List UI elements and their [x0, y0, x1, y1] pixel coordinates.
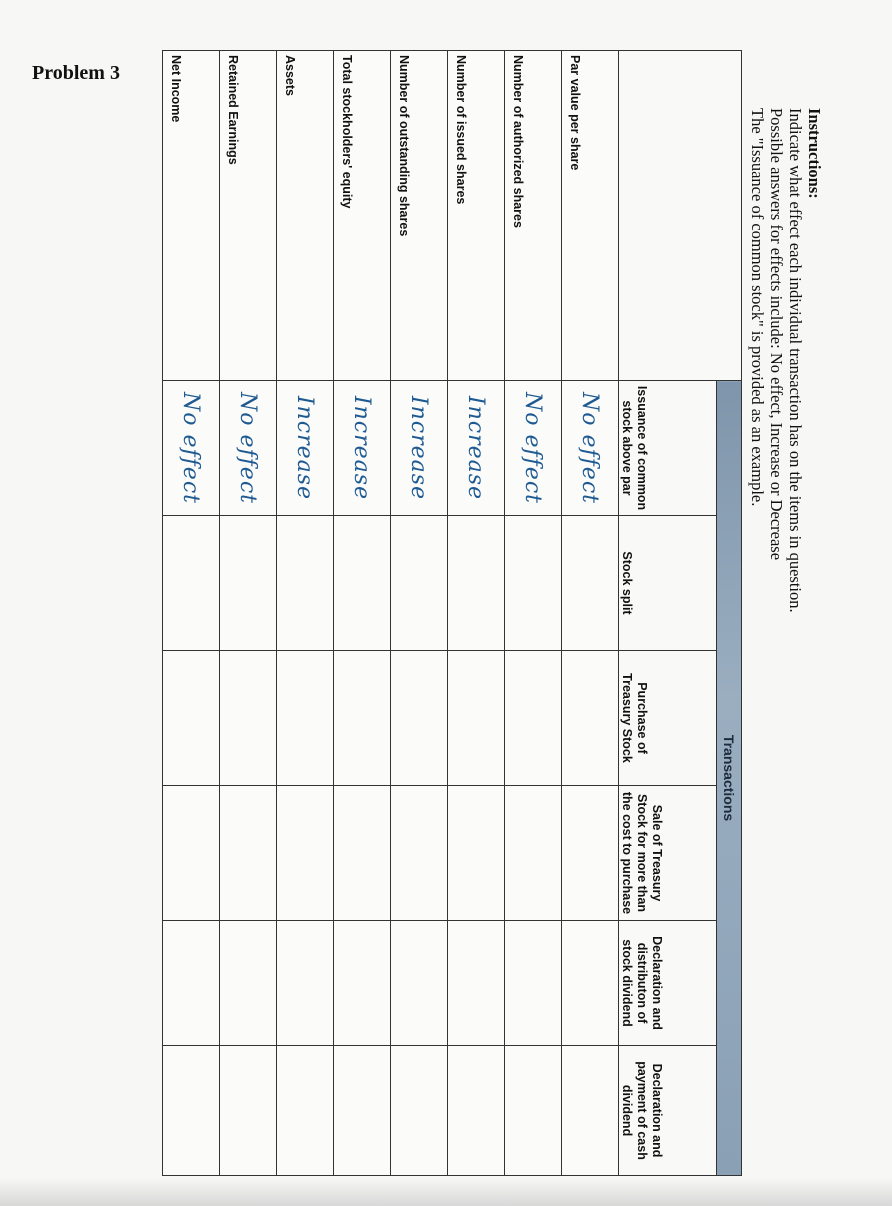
answer-cell[interactable] [163, 1046, 220, 1176]
row-label: Number of authorized shares [505, 51, 562, 381]
table-row [334, 51, 391, 1176]
answer-cell[interactable]: No effect [505, 381, 562, 516]
answer-cell[interactable] [277, 516, 334, 651]
row-label: Number of outstanding shares [391, 51, 448, 381]
answer-cell[interactable] [220, 651, 277, 786]
answer-cell[interactable] [334, 786, 391, 921]
table-row [391, 51, 448, 1176]
table-row [277, 51, 334, 1176]
column-header-row [619, 51, 717, 1176]
column-header: Purchase of Treasury Stock [619, 651, 717, 786]
answer-cell[interactable] [505, 786, 562, 921]
answer-cell[interactable] [163, 651, 220, 786]
rotated-worksheet [169, 50, 840, 1175]
answer-cell[interactable] [391, 921, 448, 1046]
answer-cell[interactable] [391, 1046, 448, 1176]
answer-cell[interactable] [562, 516, 619, 651]
answer-cell[interactable] [448, 1046, 505, 1176]
row-label: Retained Earnings [220, 51, 277, 381]
row-label: Assets [277, 51, 334, 381]
answer-cell[interactable] [391, 516, 448, 651]
transactions-table [162, 50, 742, 1176]
instructions-line: Indicate what effect each individual transaction has on the items in question. [786, 108, 805, 613]
answer-cell[interactable] [220, 921, 277, 1046]
answer-cell[interactable] [391, 651, 448, 786]
answer-cell[interactable] [562, 1046, 619, 1176]
answer-cell[interactable] [448, 651, 505, 786]
answer-cell[interactable] [562, 651, 619, 786]
row-label: Number of issued shares [448, 51, 505, 381]
table-row [163, 51, 220, 1176]
answer-cell[interactable] [334, 1046, 391, 1176]
answer-cell[interactable] [334, 516, 391, 651]
answer-cell[interactable] [220, 786, 277, 921]
table-corner [717, 51, 742, 381]
answer-cell[interactable] [562, 786, 619, 921]
answer-cell[interactable]: Increase [391, 381, 448, 516]
answer-cell[interactable] [505, 921, 562, 1046]
table-row [562, 51, 619, 1176]
column-header: Stock split [619, 516, 717, 651]
column-header: Declaration and distributon of stock dividend [619, 921, 717, 1046]
answer-cell[interactable]: Increase [334, 381, 391, 516]
answer-cell[interactable]: Increase [277, 381, 334, 516]
answer-cell[interactable]: No effect [163, 381, 220, 516]
transactions-band-row [717, 51, 742, 1176]
answer-cell[interactable] [163, 516, 220, 651]
answer-cell[interactable] [505, 651, 562, 786]
problem-title: Problem 3 [32, 62, 120, 84]
instructions-block [748, 108, 824, 1008]
answer-cell[interactable] [220, 516, 277, 651]
table-row [448, 51, 505, 1176]
instructions-heading: Instructions: [805, 108, 824, 199]
answer-cell[interactable] [277, 651, 334, 786]
column-header: Declaration and payment of cash dividend [619, 1046, 717, 1176]
answer-cell[interactable] [277, 1046, 334, 1176]
row-label: Net Income [163, 51, 220, 381]
column-header: Issuance of common stock above par [619, 381, 717, 516]
table-corner-lower [619, 51, 717, 381]
answer-cell[interactable] [334, 921, 391, 1046]
answer-cell[interactable]: No effect [220, 381, 277, 516]
answer-cell[interactable] [505, 516, 562, 651]
table-row [505, 51, 562, 1176]
answer-cell[interactable]: No effect [562, 381, 619, 516]
row-label: Total stockholders' equity [334, 51, 391, 381]
instructions-line: The "Issuance of common stock" is provided as an example. [748, 108, 767, 507]
answer-cell[interactable] [163, 786, 220, 921]
answer-cell[interactable] [277, 786, 334, 921]
answer-cell[interactable] [448, 786, 505, 921]
answer-cell[interactable] [448, 516, 505, 651]
answer-cell[interactable] [277, 921, 334, 1046]
row-label: Par value per share [562, 51, 619, 381]
transactions-band: Transactions [717, 381, 742, 1176]
column-header: Sale of Treasury Stock for more than the cost to purchase [619, 786, 717, 921]
answer-cell[interactable] [163, 921, 220, 1046]
answer-cell[interactable]: Increase [448, 381, 505, 516]
answer-cell[interactable] [505, 1046, 562, 1176]
answer-cell[interactable] [220, 1046, 277, 1176]
instructions-line: Possible answers for effects include: No effect, Increase or Decrease [767, 108, 786, 561]
table-row [220, 51, 277, 1176]
answer-cell[interactable] [334, 651, 391, 786]
answer-cell[interactable] [391, 786, 448, 921]
answer-cell[interactable] [562, 921, 619, 1046]
scan-bottom-shade [0, 1178, 892, 1206]
answer-cell[interactable] [448, 921, 505, 1046]
